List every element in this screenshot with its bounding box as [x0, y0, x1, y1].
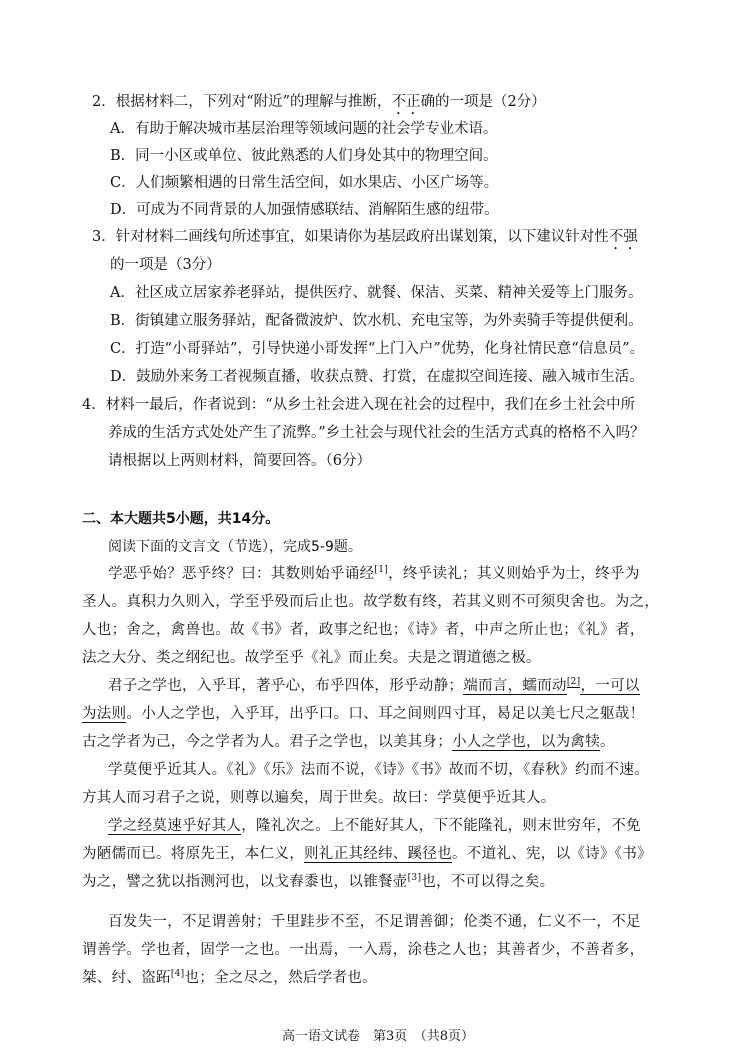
q3-option-b: B．街镇建立服务驿站，配备微波炉、饮水机、充电宝等，为外卖骑手等提供便利。	[110, 313, 643, 329]
passage-p1-line2: 圣人。真积力久则入，学至乎殁而后止也。故学数有终，若其义则不可须臾舍也。为之，	[82, 594, 660, 610]
p2-text-c: 古之学者为己，今之学者为人。君子之学也，以美其身；	[82, 734, 452, 750]
q3-option-a: A．社区成立居家养老驿站，提供医疗、就餐、保洁、买菜、精神关爱等上门服务。	[110, 285, 643, 301]
p4-text-c: 。不道礼、宪，以《诗》《书》	[452, 846, 652, 862]
underlined-sentence-4: 则礼正其经纬、蹊径也	[304, 846, 452, 862]
underlined-sentence-1-cont: ，一可以	[580, 678, 640, 694]
section-heading: 二、本大题共5小题，共14分。	[82, 511, 280, 527]
passage-p5-line3	[82, 969, 377, 987]
passage-p2-line2	[82, 705, 644, 723]
passage-p1-line3: 人也；舍之，禽兽也。故《书》者，政事之纪也；《诗》者，中声之所止也；《礼》者，	[82, 622, 645, 638]
page-footer: 高一语文试卷 第3页 （共8页）	[282, 1029, 475, 1044]
q3-option-d: D．鼓励外来务工者视频直播，收获点赞、打赏，在虚拟空间连接、融入城市生活。	[110, 369, 644, 385]
p2-text-d: 。	[600, 734, 615, 750]
q4-line-3: 请根据以上两则材料，简要回答。（6分）	[108, 453, 371, 469]
section-intro: 阅读下面的文言文（节选），完成5-9题。	[108, 539, 362, 555]
passage-p4-line3	[82, 873, 554, 891]
p4-text-e: 也，不可以得之矣。	[421, 874, 555, 890]
footnote-ref-3: [3]	[407, 873, 422, 884]
p5-text-a: 桀、纣、盗跖	[82, 970, 171, 986]
underlined-sentence-1-end: 为法则	[82, 706, 127, 722]
q2-option-b: B．同一小区或单位、彼此熟悉的人们身处其中的物理空间。	[110, 148, 498, 164]
q2-stem	[92, 93, 546, 118]
q2-option-a: A．有助于解决城市基层治理等领域问题的社会学专业术语。	[110, 121, 498, 137]
underlined-sentence-2: 小人之学也，以为禽犊	[452, 734, 600, 750]
underlined-sentence-1: 端而言，蠕而动	[463, 678, 567, 694]
p2-text-a: 君子之学也，入乎耳，著乎心，布乎四体，形乎动静；	[108, 678, 464, 694]
p1-text-a: 学恶乎始？恶乎终？曰：其数则始乎诵经	[108, 566, 375, 582]
p4-text-a: ，隆礼次之。上不能好其人，下不能隆礼，则末世穷年，不免	[241, 818, 641, 834]
p4-text-d: 为之，譬之犹以指测河也，以戈舂黍也，以锥餐壶	[82, 874, 408, 890]
passage-p1-line4: 法之大分、类之纲纪也。故学至乎《礼》而止矣。夫是之谓道德之极。	[82, 650, 541, 666]
passage-p1-line1	[108, 565, 640, 583]
footnote-ref-1: [1]	[374, 565, 389, 576]
q3-stem-text: 3．针对材料二画线句所述事宜，如果请你为基层政府出谋划策，以下建议针对性	[92, 229, 609, 245]
q2-option-d: D．可成为不同背景的人加强情感联结、消解陌生感的纽带。	[110, 202, 499, 218]
q3-option-c: C．打造“小哥驿站”，引导快递小哥发挥“上门入户”优势，化身社情民意“信息员”。	[110, 341, 645, 357]
footnote-ref-2: [2]	[566, 677, 581, 688]
q4-line-1: 4．材料一最后，作者说到：“从乡土社会进入现在社会的过程中，我们在乡土社会中所	[82, 397, 636, 413]
p1-text-b: ，终乎读礼；其义则始乎为士，终乎为	[388, 566, 640, 582]
p5-text-b: 也；全之尽之，然后学者也。	[184, 970, 377, 986]
q2-stem-text-end: 确的一项是（2分）	[420, 94, 546, 110]
passage-p2-line3	[82, 733, 615, 751]
q3-stem-line2: 的一项是（3分）	[110, 257, 221, 273]
passage-p4-line2	[82, 845, 652, 863]
q2-stem-text: 2．根据材料二，下列对“附近”的理解与推断，	[92, 94, 392, 110]
passage-p5-line2: 谓善学。学也者，固学一之也。一出焉，一入焉，涂巷之人也；其善者少，不善者多，	[82, 942, 645, 958]
passage-p2-line1	[108, 677, 640, 695]
q3-emphasis: 不强	[608, 229, 638, 245]
q2-emphasis: 不正	[391, 94, 421, 110]
q3-stem	[92, 228, 638, 253]
p4-text-b: 为陋儒而已。将原先王，本仁义，	[82, 846, 304, 862]
passage-p5-line1: 百发失一，不足谓善射；千里跬步不至，不足谓善御；伦类不通，仁义不一，不足	[108, 914, 641, 930]
q4-line-2: 养成的生活方式处处产生了流弊。”乡土社会与现代社会的生活方式真的格格不入吗？	[108, 425, 645, 441]
p2-text-b: 。小人之学也，入乎耳，出乎口。口、耳之间则四寸耳，曷足以美七尺之躯哉！	[126, 706, 645, 722]
passage-p4-line1	[108, 817, 641, 835]
passage-p3-line1: 学莫便乎近其人。《礼》《乐》法而不说，《诗》《书》故而不切，《春秋》约而不速。	[108, 762, 649, 778]
footnote-ref-4: [4]	[170, 969, 185, 980]
passage-p3-line2: 方其人而习君子之说，则尊以遍矣，周于世矣。故曰：学莫便乎近其人。	[82, 790, 556, 806]
underlined-sentence-3: 学之经莫速乎好其人	[108, 818, 242, 834]
q2-option-c: C．人们频繁相遇的日常生活空间，如水果店、小区广场等。	[110, 175, 499, 191]
